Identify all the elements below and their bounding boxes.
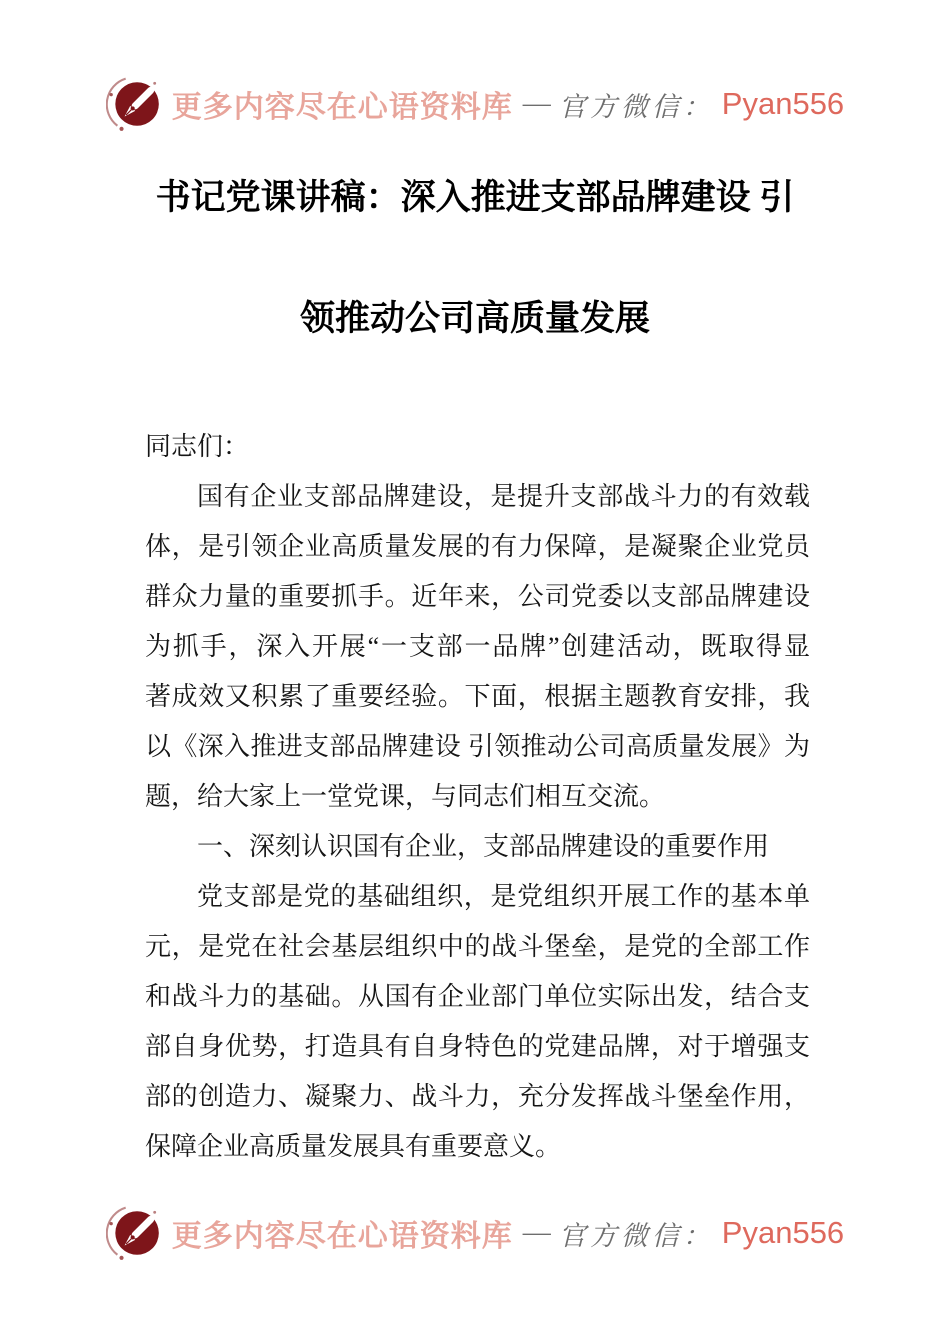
dash-separator: — — [522, 88, 551, 119]
body-line: 题，给大家上一堂党课，与同志们相互交流。 — [145, 782, 666, 811]
body-line: 元，是党在社会基层组织中的战斗堡垒，是党的全部工作 — [145, 932, 810, 961]
wechat-id: Pyan556 — [721, 86, 845, 121]
body-line: 为抓手，深入开展“一支部一品牌”创建活动，既取得显 — [145, 632, 810, 661]
body-line: 国有企业支部品牌建设，是提升支部战斗力的有效载 — [197, 482, 810, 511]
wechat-label: 官方微信： — [558, 1220, 714, 1251]
brand-text: 更多内容尽在心语资料库 — [171, 91, 513, 124]
body-line: 保障企业高质量发展具有重要意义。 — [145, 1132, 562, 1161]
wechat-label: 官方微信： — [558, 91, 714, 122]
footer-watermark — [0, 1203, 950, 1263]
doc-title-line-1: 书记党课讲稿：深入推进支部品牌建设 引 — [155, 178, 795, 217]
wechat-id: Pyan556 — [721, 1215, 845, 1250]
body-text — [145, 422, 810, 1172]
body-line: 和战斗力的基础。从国有企业部门单位实际出发，结合支 — [145, 982, 810, 1011]
body-line: 党支部是党的基础组织，是党组织开展工作的基本单 — [197, 882, 810, 911]
body-line: 部的创造力、凝聚力、战斗力，充分发挥战斗堡垒作用， — [145, 1082, 810, 1111]
body-line: 同志们： — [145, 432, 250, 461]
body-line: 体，是引领企业高质量发展的有力保障，是凝聚企业党员 — [145, 532, 810, 561]
header-watermark — [0, 74, 950, 134]
doc-title-line-2: 领推动公司高质量发展 — [299, 299, 650, 338]
body-line: 著成效又积累了重要经验。下面，根据主题教育安排，我 — [145, 682, 810, 711]
pen-circle-logo-icon — [106, 75, 164, 133]
body-line: 一、深刻认识国有企业，支部品牌建设的重要作用 — [197, 832, 770, 861]
body-line: 部自身优势，打造具有自身特色的党建品牌，对于增强支 — [145, 1032, 810, 1061]
brand-text: 更多内容尽在心语资料库 — [171, 1220, 513, 1253]
body-line: 群众力量的重要抓手。近年来，公司党委以支部品牌建设 — [145, 582, 810, 611]
dash-separator: — — [522, 1217, 551, 1248]
body-line: 以《深入推进支部品牌建设 引领推动公司高质量发展》为 — [145, 732, 810, 761]
pen-circle-logo-icon — [106, 1204, 164, 1262]
